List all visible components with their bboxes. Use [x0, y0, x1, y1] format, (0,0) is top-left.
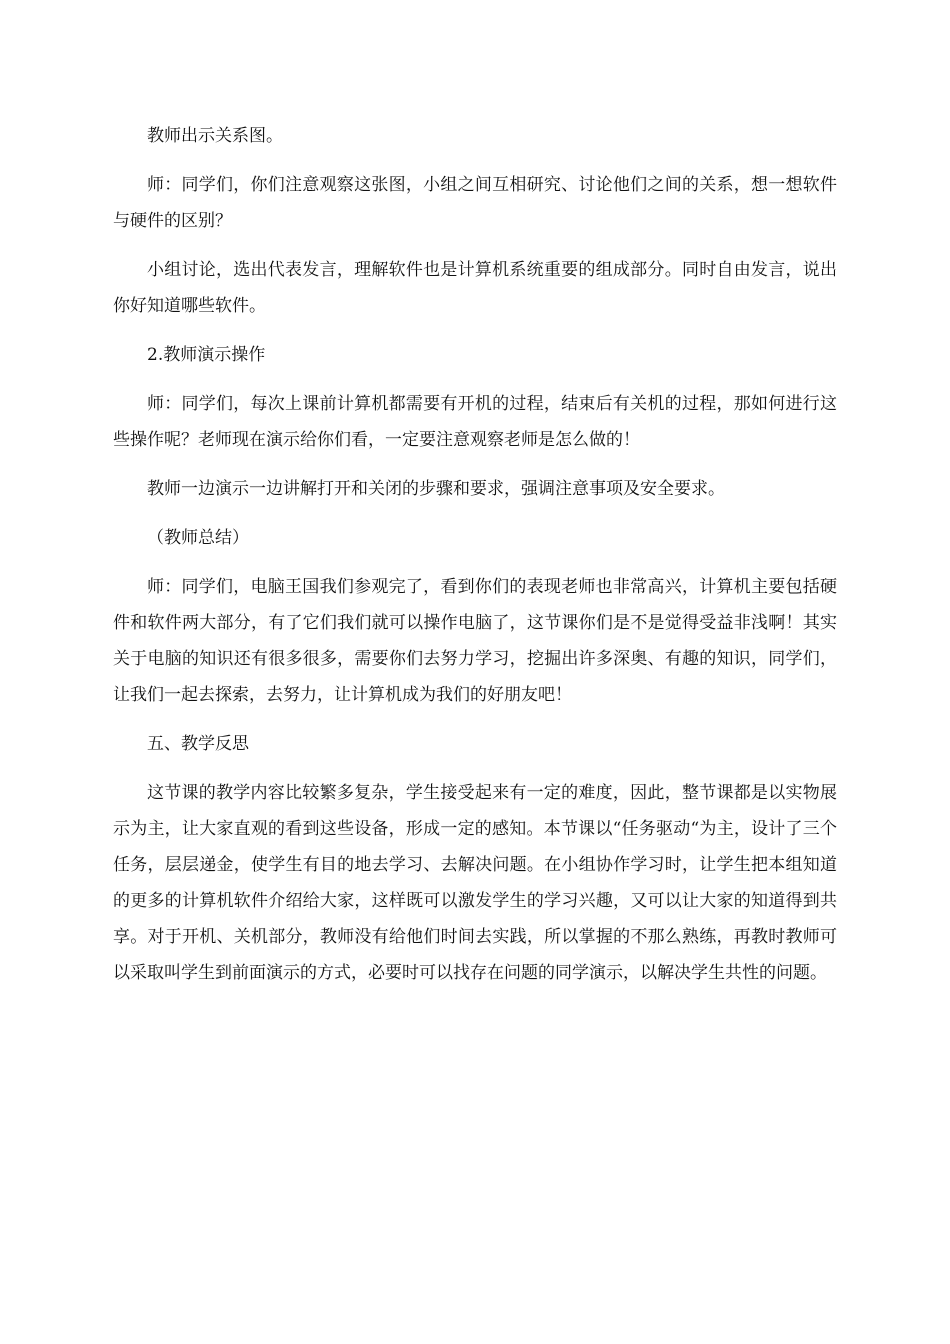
paragraph-reflection: 这节课的教学内容比较繁多复杂，学生接受起来有一定的难度，因此，整节课都是以实物展示为主，让大家直观的看到这些设备，形成一定的感知。本节课以“任务驱动“为主，设计了三个任务，层层递金，使学生有目的地去学习、去解决问题。在小组协作学习时，让学生把本组知道的更多的计算机软件介绍给大家，这样既可以激发学生的学习兴趣，又可以让大家的知道得到共享。对于开机、关机部分，教师没有给他们时间去实践，所以掌握的不那么熟练，再教时教师可以采取叫学生到前面演示的方式，必要时可以找存在问题的同学演示，以解决学生共性的问题。	[113, 783, 837, 983]
paragraph-group-discussion: 小组讨论，选出代表发言，理解软件也是计算机系统重要的组成部分。同时自由发言，说出你好知道哪些软件。	[113, 260, 837, 316]
paragraph-teacher-demo-explain: 教师一边演示一边讲解打开和关闭的步骤和要求，强调注意事项及安全要求。	[147, 479, 725, 499]
paragraph-teacher-shows-diagram: 教师出示关系图。	[147, 126, 283, 146]
section-heading-teacher-demo: 2.教师演示操作	[147, 345, 266, 365]
paragraph-teacher-summary: 师：同学们，电脑王国我们参观完了，看到你们的表现老师也非常高兴，计算机主要包括硬件和软件两大部分，有了它们我们就可以操作电脑了，这节课你们是不是觉得受益非浅啊！其实关于电脑的知识还有很多很多，需要你们去努力学习，挖掘出许多深奥、有趣的知识，同学们，让我们一起去探索，去努力，让计算机成为我们的好朋友吧！	[113, 577, 837, 705]
document-body	[113, 118, 837, 1004]
section-heading-reflection: 五、教学反思	[147, 734, 249, 754]
paragraph-teacher-startup-shutdown: 师：同学们，每次上课前计算机都需要有开机的过程，结束后有关机的过程，那如何进行这些操作呢？老师现在演示给你们看，一定要注意观察老师是怎么做的！	[113, 394, 837, 450]
paragraph-teacher-question-software-hardware: 师：同学们，你们注意观察这张图，小组之间互相研究、讨论他们之间的关系，想一想软件与硬件的区别？	[113, 175, 837, 231]
section-label-teacher-summary: （教师总结）	[147, 528, 249, 548]
